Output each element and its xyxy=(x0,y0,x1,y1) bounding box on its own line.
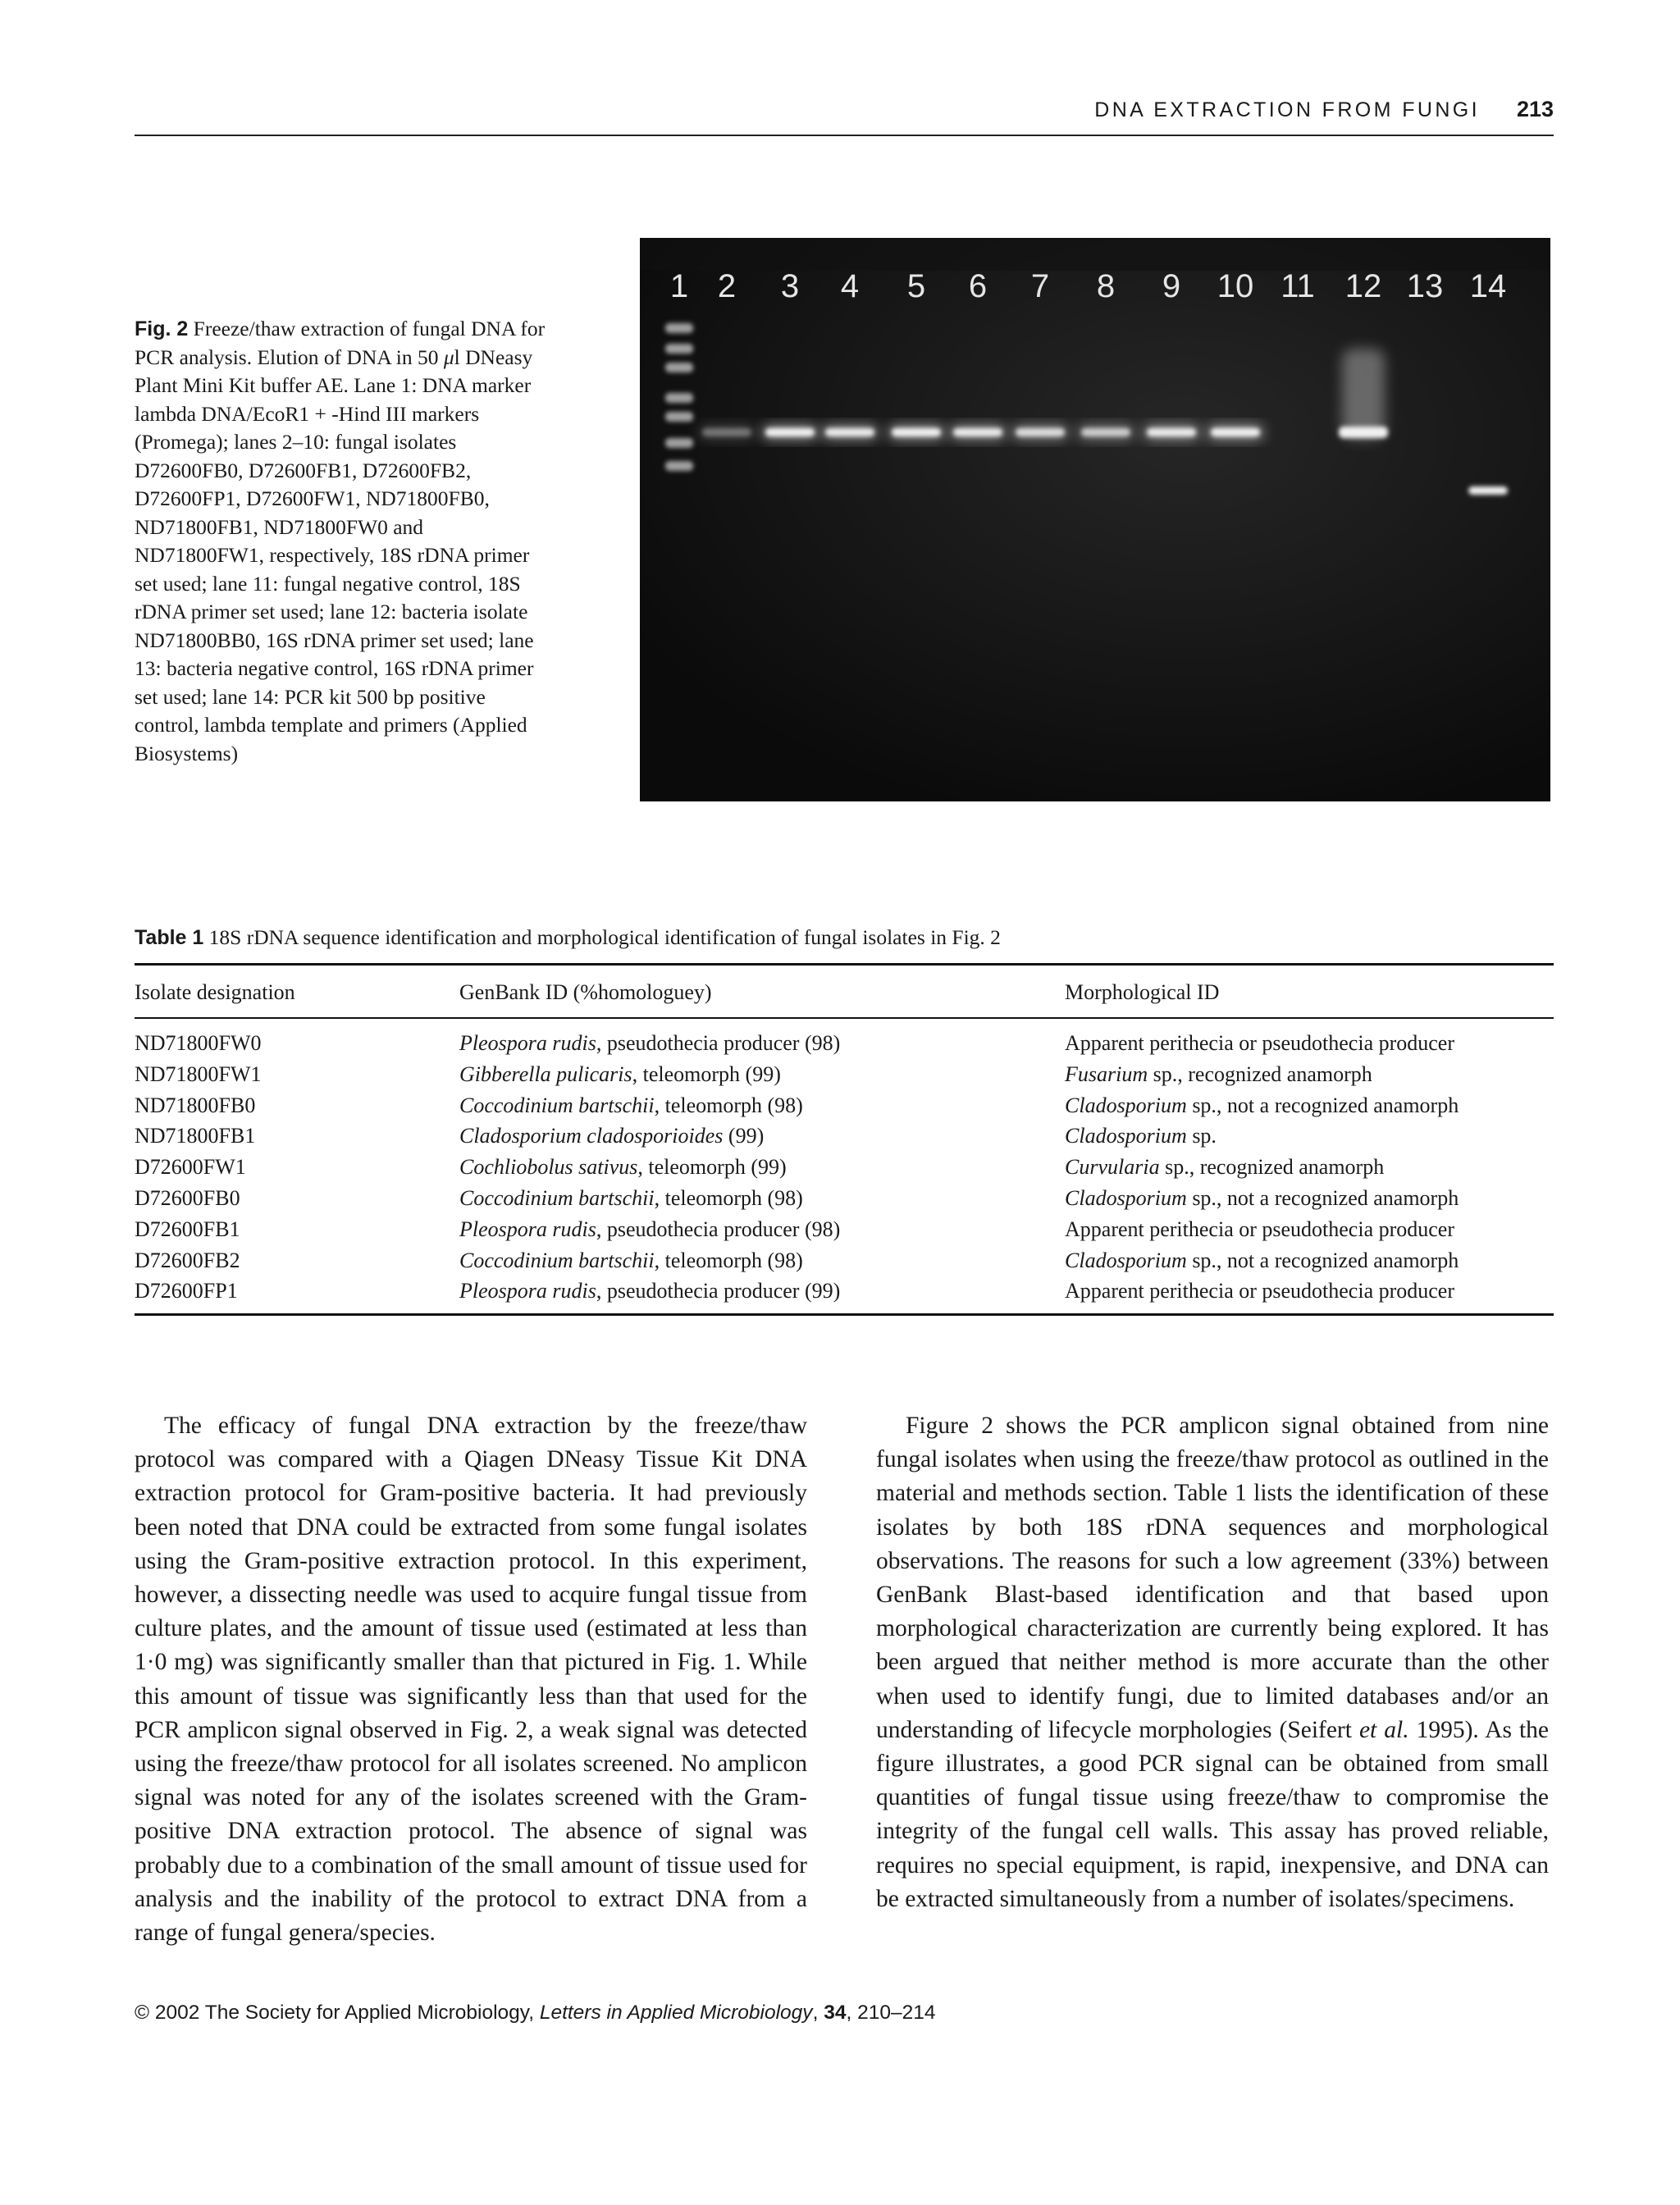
genbank-species: Pleospora rudis xyxy=(459,1279,596,1303)
figure-caption xyxy=(135,315,553,768)
lane-label: 13 xyxy=(1406,268,1444,304)
lane-label: 1 xyxy=(669,268,689,304)
morph-genus: Cladosporium xyxy=(1065,1248,1187,1272)
morph-genus: Cladosporium xyxy=(1065,1093,1187,1117)
isolate-cell: ND71800FW0 xyxy=(135,1031,262,1055)
footer-journal: Letters in Applied Microbiology xyxy=(539,2002,813,2024)
lane-label: 6 xyxy=(968,268,988,304)
morph-cell xyxy=(1065,1059,1372,1090)
lane-label: 14 xyxy=(1469,268,1507,304)
genbank-cell xyxy=(459,1214,840,1245)
amplicon-band xyxy=(702,428,751,436)
table-header-genbank: GenBank ID (%homologuey) xyxy=(459,980,712,1004)
genbank-detail: , pseudothecia producer (98) xyxy=(596,1031,841,1055)
table-caption-text: 18S rDNA sequence identification and morphological identification of fungal isolates in Fig. 2 xyxy=(208,925,1001,949)
amplicon-band xyxy=(953,428,1002,436)
isolate-cell: D72600FB2 xyxy=(135,1248,240,1272)
amplicon-band xyxy=(892,428,941,436)
table-caption xyxy=(135,925,1001,950)
table-row xyxy=(135,1245,1554,1276)
footer xyxy=(135,2002,935,2025)
genbank-detail: , teleomorph (98) xyxy=(654,1185,803,1210)
genbank-detail: (99) xyxy=(723,1124,765,1148)
table-rule-top xyxy=(135,963,1554,966)
amplicon-band xyxy=(1339,427,1388,438)
genbank-species: Cochliobolus sativus xyxy=(459,1155,638,1180)
genbank-species: Pleospora rudis xyxy=(459,1217,596,1241)
table-row xyxy=(135,1276,1554,1307)
table-rule-bottom xyxy=(135,1313,1554,1316)
genbank-detail: , teleomorph (99) xyxy=(632,1061,781,1086)
ladder-band xyxy=(665,461,693,471)
figure-caption-text-a: Freeze/thaw extraction of fungal DNA for PCR analysis. Elution of DNA in 50 xyxy=(135,317,546,369)
gel-well-shadow xyxy=(640,238,1550,271)
table-row xyxy=(135,1183,1554,1214)
genbank-species: Coccodinium bartschii xyxy=(459,1093,655,1117)
lane-label: 12 xyxy=(1344,268,1382,304)
morph-detail: Apparent perithecia or pseudothecia producer xyxy=(1065,1217,1455,1241)
gel-background xyxy=(640,238,1550,801)
morph-cell xyxy=(1065,1152,1384,1183)
amplicon-band xyxy=(1081,428,1130,436)
genbank-cell xyxy=(459,1059,781,1090)
footer-volume: 34 xyxy=(824,2002,847,2024)
morph-cell xyxy=(1065,1090,1459,1121)
morph-cell xyxy=(1065,1276,1454,1307)
ladder-band xyxy=(665,323,693,333)
lane-label: 9 xyxy=(1162,268,1181,304)
page-number: 213 xyxy=(1516,97,1554,121)
morph-genus: Cladosporium xyxy=(1065,1124,1187,1148)
body-text-b: 1995). As the figure illustrates, a good PCR signal can be obtained from small quantities of fungal tissue using freeze/thaw to compromise the integrity of the fungal cell walls. This assay has proved reliable, requires no special equipment, is rapid, inexpensive, and DNA can be extracted simultaneously from a number of isolates/specimens. xyxy=(876,1716,1549,1912)
amplicon-band xyxy=(825,428,874,436)
isolate-cell: D72600FB1 xyxy=(135,1217,240,1241)
genbank-species: Gibberella pulicaris xyxy=(459,1061,632,1086)
morph-genus: Curvularia xyxy=(1065,1155,1160,1180)
footer-sep: , xyxy=(812,2002,824,2024)
genbank-detail: , teleomorph (98) xyxy=(654,1093,803,1117)
isolate-cell: D72600FW1 xyxy=(135,1155,246,1180)
morph-detail: Apparent perithecia or pseudothecia producer xyxy=(1065,1279,1455,1303)
lane-label: 11 xyxy=(1281,268,1315,304)
footer-pages: , 210–214 xyxy=(846,2002,936,2024)
table-row xyxy=(135,1028,1554,1059)
running-title: DNA EXTRACTION FROM FUNGI xyxy=(1094,98,1480,121)
body-column-left xyxy=(135,1409,807,1950)
ladder-band xyxy=(665,393,693,403)
isolate-cell: D72600FP1 xyxy=(135,1279,238,1303)
amplicon-band xyxy=(1211,428,1260,436)
genbank-cell xyxy=(459,1183,803,1214)
table-row xyxy=(135,1121,1554,1152)
running-header xyxy=(135,92,1554,136)
ladder-band xyxy=(665,438,693,448)
amplicon-band xyxy=(1016,428,1065,436)
smear xyxy=(1342,349,1385,439)
genbank-species: Coccodinium bartschii xyxy=(459,1185,655,1210)
isolate-cell: ND71800FB1 xyxy=(135,1124,256,1148)
morph-detail: sp., not a recognized anamorph xyxy=(1186,1185,1459,1210)
table-rule-mid xyxy=(135,1017,1554,1019)
genbank-detail: , teleomorph (99) xyxy=(637,1155,787,1180)
lane-label: 7 xyxy=(1030,268,1050,304)
morph-cell xyxy=(1065,1121,1217,1152)
body-text-a: Figure 2 shows the PCR amplicon signal obtained from nine fungal isolates when using the freeze/thaw protocol as outlined in the material and methods section. Table 1 lists the identification of these isolates by both 18S rDNA sequences and morphological observations. The reasons for such a low agreement (33%) between GenBank Blast-based identification and that based upon morphological characterization are currently being explored. It has been argued that neither method is more accurate than the other when used to identify fungi, due to limited databases and/or an understanding of lifecycle morphologies (Seifert xyxy=(876,1413,1549,1743)
morph-detail: sp., not a recognized anamorph xyxy=(1186,1248,1459,1272)
ladder-band xyxy=(665,363,693,372)
ladder-band xyxy=(665,412,693,422)
lane-label: 4 xyxy=(840,268,860,304)
table-row xyxy=(135,1152,1554,1183)
table-header-isolate: Isolate designation xyxy=(135,980,295,1004)
lane-label: 3 xyxy=(780,268,800,304)
morph-detail: sp., recognized anamorph xyxy=(1159,1155,1385,1180)
genbank-species: Coccodinium bartschii xyxy=(459,1248,655,1272)
morph-detail: sp., recognized anamorph xyxy=(1148,1061,1372,1086)
lane-label: 8 xyxy=(1096,268,1116,304)
table-label: Table 1 xyxy=(135,926,204,949)
morph-genus: Cladosporium xyxy=(1065,1185,1187,1210)
genbank-cell xyxy=(459,1090,803,1121)
morph-cell xyxy=(1065,1214,1454,1245)
footer-copyright: © 2002 The Society for Applied Microbiology, xyxy=(135,2002,540,2024)
amplicon-band xyxy=(765,428,815,436)
figure-label: Fig. 2 xyxy=(135,317,189,340)
table-body xyxy=(135,1028,1554,1307)
genbank-cell xyxy=(459,1121,764,1152)
genbank-species: Cladosporium cladosporioides xyxy=(459,1124,724,1148)
morph-detail: Apparent perithecia or pseudothecia producer xyxy=(1065,1031,1455,1055)
morph-cell xyxy=(1065,1245,1459,1276)
genbank-cell xyxy=(459,1276,840,1307)
body-paragraph: The efficacy of fungal DNA extraction by the freeze/thaw protocol was compared with a Qiagen DNeasy Tissue Kit DNA extraction protocol for Gram-positive bacteria. It had previously been noted that DNA could be extracted from some fungal isolates using the Gram-positive extraction protocol. In this experiment, however, a dissecting needle was used to acquire fungal tissue from culture plates, and the amount of tissue used (estimated at less than 1·0 mg) was significantly smaller than that pictured in Fig. 1. While this amount of tissue was significantly less than that used for the PCR amplicon signal observed in Fig. 2, a weak signal was detected using the freeze/thaw protocol for all isolates screened. No amplicon signal was noted for any of the isolates screened with the Gram-positive DNA extraction protocol. The absence of signal was probably due to a combination of the small amount of tissue used for analysis and the inability of the protocol to extract DNA from a range of fungal genera/species. xyxy=(135,1413,807,1947)
table-row xyxy=(135,1214,1554,1245)
ladder-band xyxy=(665,344,693,354)
isolate-cell: D72600FB0 xyxy=(135,1185,240,1210)
table-header-morphological: Morphological ID xyxy=(1065,980,1220,1004)
genbank-detail: , teleomorph (98) xyxy=(654,1248,803,1272)
figure-caption-text-b: l DNeasy Plant Mini Kit buffer AE. Lane 1: DNA marker lambda DNA/EcoR1 + -Hind III markers (Promega); lanes 2–10: fungal isolates D72600FB0, D72600FB1, D72600FB2, D72600FP1, D72600FW1, ND71800FB0, ND71800FB1, ND71800FW0 and ND71800FW1, respectively, 18S rDNA primer set used; lane 11: fungal negative control, 18S rDNA primer set used; lane 12: bacteria isolate ND71800BB0, 16S rDNA primer set used; lane 13: bacteria negative control, 16S rDNA primer set used; lane 14: PCR kit 500 bp positive control, lambda template and primers (Applied Biosystems) xyxy=(135,345,534,765)
genbank-detail: , pseudothecia producer (99) xyxy=(596,1279,841,1303)
lane-label: 5 xyxy=(906,268,926,304)
genbank-cell xyxy=(459,1152,787,1183)
isolate-cell: ND71800FW1 xyxy=(135,1061,262,1086)
morph-detail: sp., not a recognized anamorph xyxy=(1186,1093,1459,1117)
genbank-cell xyxy=(459,1245,803,1276)
isolate-cell: ND71800FB0 xyxy=(135,1093,256,1117)
table-row xyxy=(135,1059,1554,1090)
amplicon-band xyxy=(1147,428,1196,436)
lane-label: 2 xyxy=(717,268,737,304)
body-column-right xyxy=(876,1409,1549,1916)
gel-svg xyxy=(640,238,1550,801)
table-row xyxy=(135,1090,1554,1121)
control-band xyxy=(1468,486,1508,495)
body-paragraph xyxy=(876,1409,1549,1916)
morph-detail: sp. xyxy=(1186,1124,1217,1148)
gel-electrophoresis-image xyxy=(640,238,1550,801)
morph-cell xyxy=(1065,1028,1454,1059)
morph-cell xyxy=(1065,1183,1459,1214)
genbank-species: Pleospora rudis xyxy=(459,1031,596,1055)
genbank-cell xyxy=(459,1028,840,1059)
lane-label: 10 xyxy=(1217,268,1254,304)
figure-caption-mu: μ xyxy=(443,345,454,369)
genbank-detail: , pseudothecia producer (98) xyxy=(596,1217,841,1241)
morph-genus: Fusarium xyxy=(1065,1061,1148,1086)
citation-etal: et al. xyxy=(1358,1716,1409,1743)
